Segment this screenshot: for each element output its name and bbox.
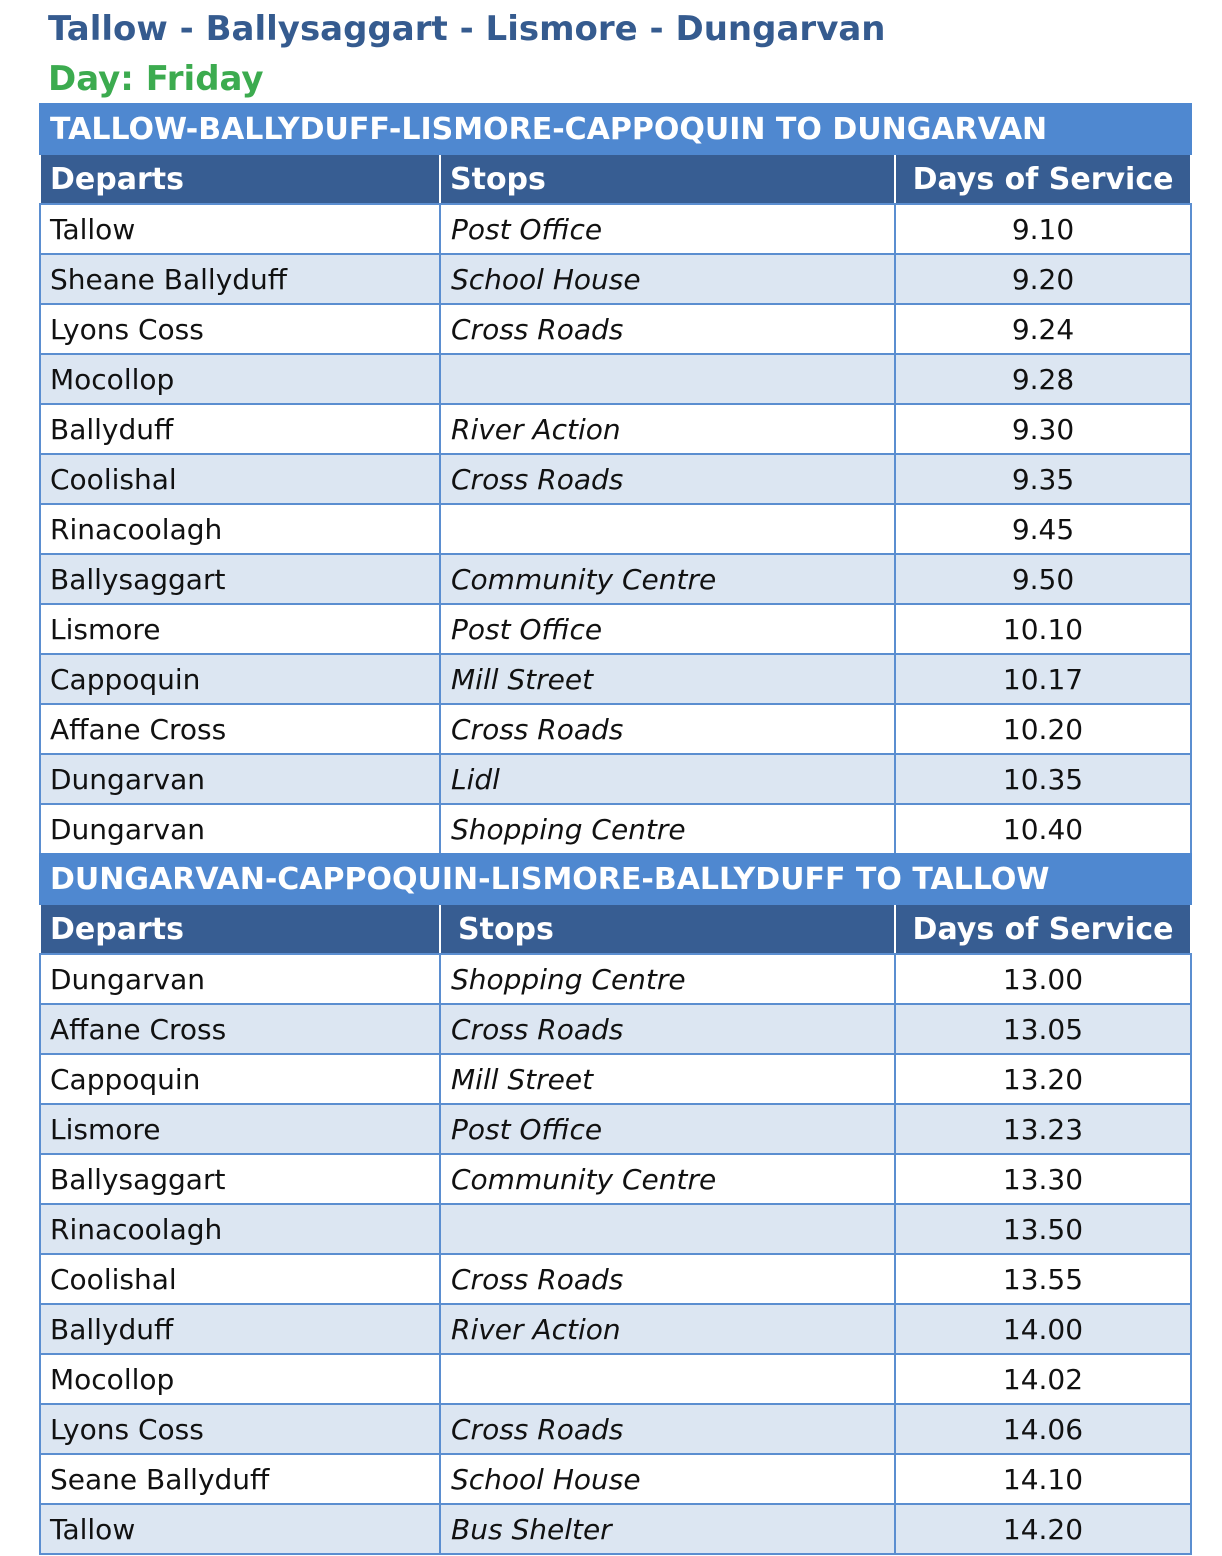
time-cell: 9.50: [895, 554, 1191, 604]
stop-cell: Cross Roads: [440, 1404, 895, 1454]
table-row: [40, 1354, 1191, 1404]
day-label: Day: Friday: [48, 59, 264, 99]
time-cell: 13.50: [895, 1204, 1191, 1254]
depart-cell: Mocollop: [40, 354, 440, 404]
time-cell: 9.20: [895, 254, 1191, 304]
stop-cell: Post Office: [440, 204, 895, 254]
depart-cell: Mocollop: [40, 1354, 440, 1404]
departs-column-header: Departs: [40, 154, 440, 204]
page-title: Tallow - Ballysaggart - Lismore - Dungarvan: [48, 9, 886, 49]
table-row: [40, 1454, 1191, 1504]
stop-cell: Cross Roads: [440, 1254, 895, 1304]
stop-cell: Community Centre: [440, 554, 895, 604]
stop-cell: Cross Roads: [440, 304, 895, 354]
table-row: [40, 1254, 1191, 1304]
table-row: [40, 1104, 1191, 1154]
departs-column-header: Departs: [40, 904, 440, 954]
outbound-header-row: [40, 154, 1191, 204]
time-cell: 9.28: [895, 354, 1191, 404]
table-row: [40, 804, 1191, 854]
table-row: [40, 704, 1191, 754]
stop-cell: [440, 504, 895, 554]
days-of-service-column-header: Days of Service: [895, 154, 1191, 204]
time-cell: 14.06: [895, 1404, 1191, 1454]
depart-cell: Ballyduff: [40, 404, 440, 454]
table-row: [40, 404, 1191, 454]
table-row: [40, 954, 1191, 1004]
days-of-service-column-header: Days of Service: [895, 904, 1191, 954]
depart-cell: Tallow: [40, 204, 440, 254]
time-cell: 13.20: [895, 1054, 1191, 1104]
table-row: [40, 1504, 1191, 1554]
depart-cell: Coolishal: [40, 1254, 440, 1304]
stop-cell: Mill Street: [440, 1054, 895, 1104]
table-row: [40, 204, 1191, 254]
time-cell: 10.40: [895, 804, 1191, 854]
depart-cell: Cappoquin: [40, 1054, 440, 1104]
table-row: [40, 1004, 1191, 1054]
stop-cell: Post Office: [440, 1104, 895, 1154]
time-cell: 10.10: [895, 604, 1191, 654]
stop-cell: Shopping Centre: [440, 804, 895, 854]
time-cell: 14.20: [895, 1504, 1191, 1554]
table-row: [40, 754, 1191, 804]
depart-cell: Affane Cross: [40, 1004, 440, 1054]
table-row: [40, 1154, 1191, 1204]
depart-cell: Lismore: [40, 604, 440, 654]
table-row: [40, 554, 1191, 604]
depart-cell: Sheane Ballyduff: [40, 254, 440, 304]
time-cell: 9.10: [895, 204, 1191, 254]
table-row: [40, 254, 1191, 304]
depart-cell: Lyons Coss: [40, 1404, 440, 1454]
depart-cell: Lismore: [40, 1104, 440, 1154]
table-row: [40, 304, 1191, 354]
depart-cell: Ballyduff: [40, 1304, 440, 1354]
stop-cell: [440, 1204, 895, 1254]
stop-cell: Cross Roads: [440, 704, 895, 754]
return-timetable: [39, 853, 1192, 1555]
time-cell: 14.02: [895, 1354, 1191, 1404]
stop-cell: Mill Street: [440, 654, 895, 704]
stops-column-header: Stops: [440, 154, 895, 204]
time-cell: 13.23: [895, 1104, 1191, 1154]
time-cell: 9.35: [895, 454, 1191, 504]
depart-cell: Lyons Coss: [40, 304, 440, 354]
stop-cell: River Action: [440, 1304, 895, 1354]
time-cell: 9.45: [895, 504, 1191, 554]
return-title-row: [40, 854, 1191, 904]
stop-cell: Lidl: [440, 754, 895, 804]
return-rows: [40, 954, 1191, 1554]
table-row: [40, 454, 1191, 504]
stop-cell: [440, 354, 895, 404]
depart-cell: Coolishal: [40, 454, 440, 504]
table-row: [40, 1404, 1191, 1454]
outbound-timetable: [39, 103, 1192, 855]
stop-cell: Community Centre: [440, 1154, 895, 1204]
time-cell: 9.24: [895, 304, 1191, 354]
depart-cell: Ballysaggart: [40, 554, 440, 604]
outbound-title-row: [40, 104, 1191, 154]
outbound-rows: [40, 204, 1191, 854]
stops-column-header: Stops: [440, 904, 895, 954]
stop-cell: Cross Roads: [440, 454, 895, 504]
depart-cell: Rinacoolagh: [40, 1204, 440, 1254]
depart-cell: Tallow: [40, 1504, 440, 1554]
table-row: [40, 654, 1191, 704]
time-cell: 10.35: [895, 754, 1191, 804]
time-cell: 14.10: [895, 1454, 1191, 1504]
depart-cell: Dungarvan: [40, 754, 440, 804]
table-row: [40, 1054, 1191, 1104]
table-row: [40, 504, 1191, 554]
depart-cell: Ballysaggart: [40, 1154, 440, 1204]
depart-cell: Seane Ballyduff: [40, 1454, 440, 1504]
time-cell: 9.30: [895, 404, 1191, 454]
stop-cell: School House: [440, 254, 895, 304]
depart-cell: Cappoquin: [40, 654, 440, 704]
time-cell: 14.00: [895, 1304, 1191, 1354]
stop-cell: Cross Roads: [440, 1004, 895, 1054]
stop-cell: Bus Shelter: [440, 1504, 895, 1554]
depart-cell: Rinacoolagh: [40, 504, 440, 554]
table-row: [40, 604, 1191, 654]
stop-cell: Post Office: [440, 604, 895, 654]
time-cell: 13.00: [895, 954, 1191, 1004]
return-section-title: DUNGARVAN-CAPPOQUIN-LISMORE-BALLYDUFF TO TALLOW: [40, 854, 1191, 904]
table-row: [40, 354, 1191, 404]
time-cell: 13.30: [895, 1154, 1191, 1204]
table-row: [40, 1204, 1191, 1254]
depart-cell: Dungarvan: [40, 954, 440, 1004]
time-cell: 13.05: [895, 1004, 1191, 1054]
stop-cell: [440, 1354, 895, 1404]
stop-cell: School House: [440, 1454, 895, 1504]
stop-cell: Shopping Centre: [440, 954, 895, 1004]
return-header-row: [40, 904, 1191, 954]
depart-cell: Dungarvan: [40, 804, 440, 854]
time-cell: 10.17: [895, 654, 1191, 704]
stop-cell: River Action: [440, 404, 895, 454]
outbound-section-title: TALLOW-BALLYDUFF-LISMORE-CAPPOQUIN TO DUNGARVAN: [40, 104, 1191, 154]
depart-cell: Affane Cross: [40, 704, 440, 754]
time-cell: 13.55: [895, 1254, 1191, 1304]
time-cell: 10.20: [895, 704, 1191, 754]
table-row: [40, 1304, 1191, 1354]
